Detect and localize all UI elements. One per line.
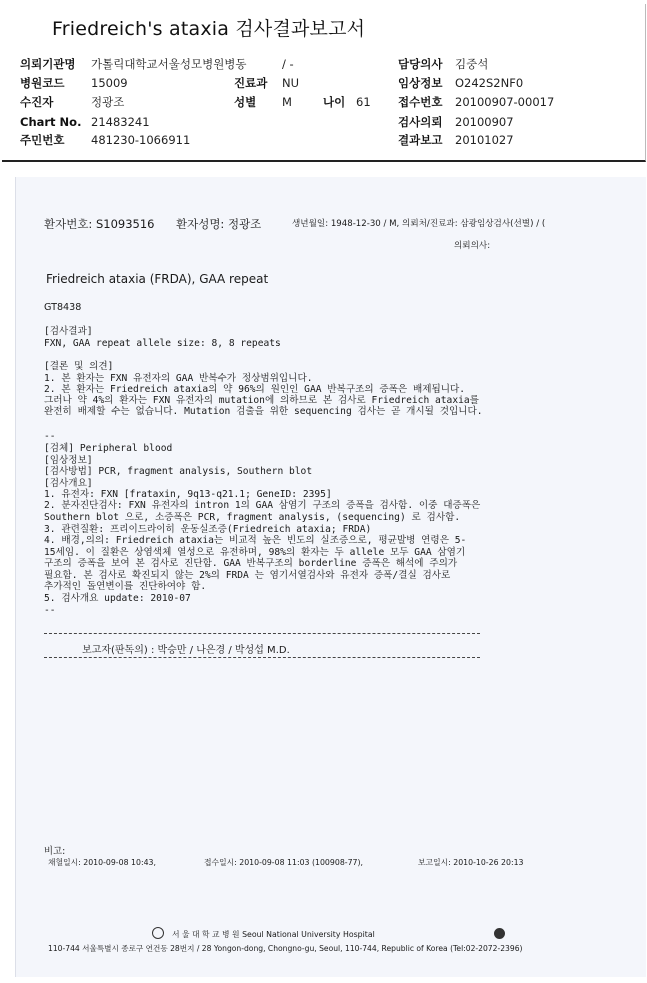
footer-address: 110-744 서울특별시 종로구 연건동 28번지 / 28 Yongon-dong, Chongno-gu, Seoul, 110-744, Republic of Korea (Tel:02-2072-2396) — [48, 944, 523, 953]
overview-line: 4. 배경,의의: Friedreich ataxia는 비교적 높은 빈도의 실조증으로, 평균발병 연령은 5- — [44, 535, 467, 546]
test-code: GT8438 — [44, 302, 82, 313]
patient-name: 환자성명: 정광조 — [176, 217, 262, 231]
report-title: Friedreich's ataxia 검사결과보고서 — [52, 18, 366, 40]
received-time: 접수일시: 2010-09-08 11:03 (100908-77), — [204, 858, 364, 867]
request-label: 검사의뢰 — [398, 115, 443, 129]
report-date-value: 20101027 — [455, 133, 514, 147]
request-value: 20100907 — [455, 115, 514, 129]
separator: -- — [44, 605, 56, 616]
overview-line: 구조의 증폭을 보여 본 검사로 진단함. GAA 반복구조의 borderline 증폭은 해석에 주의가 — [44, 558, 458, 569]
divider-line — [44, 657, 480, 658]
patient-label: 수진자 — [20, 95, 54, 109]
opinion-line: 2. 본 환자는 Friedreich ataxia의 약 96%의 원인인 GAA 반복구조의 증폭은 배제됩니다. — [44, 384, 466, 395]
report-date-label: 결과보고 — [398, 133, 443, 147]
result-header: [검사결과] — [44, 326, 93, 337]
overview-line: 추가적인 돌연변이를 진단하여야 함. — [44, 581, 207, 592]
opinion-line: 그러나 약 4%의 환자는 FXN 유전자의 mutation에 의하므로 본 검사로 Friedreich ataxia를 — [44, 395, 479, 406]
dept-label: 진료과 — [234, 76, 268, 90]
opinion-line: 완전히 배제할 수는 없습니다. Mutation 검출을 위한 sequencing 검사는 곧 개시될 것입니다. — [44, 406, 483, 417]
collected-time: 채혈일시: 2010-09-08 10:43, — [48, 858, 156, 867]
doctor-label: 담당의사 — [398, 57, 443, 71]
receipt-label: 접수번호 — [398, 95, 443, 109]
clinical-info: [임상정보] — [44, 455, 93, 466]
institution-value: 가톨릭대학교서울성모병원병동 — [91, 57, 247, 71]
remark-label: 비고: — [44, 846, 66, 857]
doctor-value: 김중석 — [455, 57, 489, 71]
clinical-value: O242S2NF0 — [455, 76, 524, 90]
separator: -- — [44, 431, 56, 442]
patient-info: 생년월일: 1948-12-30 / M, 의뢰처/진료과: 삼광임상검사(선별) / ( — [292, 219, 546, 229]
overview-line: Southern blot 으로, 소증폭은 PCR, fragment analysis, (sequencing) 로 검사함. — [44, 512, 461, 523]
patient-value: 정광조 — [91, 95, 125, 109]
overview-header: [검사개요] — [44, 478, 93, 489]
test-method: [검사방법] PCR, fragment analysis, Southern blot — [44, 466, 313, 477]
age-value: 61 — [356, 95, 371, 109]
institution-extra: / - — [282, 57, 294, 71]
hospital-logo-icon — [152, 927, 164, 939]
hospital-code-label: 병원코드 — [20, 76, 65, 90]
specimen: [검체] Peripheral blood — [44, 443, 173, 454]
opinion-header: [결론 및 의견] — [44, 361, 114, 372]
patient-number: 환자번호: S1093516 — [44, 217, 155, 231]
overview-line: 2. 분자진단검사: FXN 유전자의 intron 1의 GAA 삼염기 구조의 증폭을 검사함. 이중 대증폭은 — [44, 500, 481, 511]
opinion-line: 1. 본 환자는 FXN 유전자의 GAA 반복수가 정상범위입니다. — [44, 373, 313, 384]
divider-line — [44, 633, 480, 634]
resident-value: 481230-1066911 — [91, 133, 191, 147]
overview-line: 3. 관련질환: 프리이드라이히 운동실조증(Friedreich ataxia; FRDA) — [44, 524, 372, 535]
test-title: Friedreich ataxia (FRDA), GAA repeat — [46, 272, 269, 286]
sex-value: M — [282, 95, 292, 109]
resident-label: 주민번호 — [20, 133, 65, 147]
chart-label: Chart No. — [20, 115, 82, 129]
result-value: FXN, GAA repeat allele size: 8, 8 repeats — [44, 338, 281, 349]
sex-label: 성별 — [234, 95, 257, 109]
footer-hospital: 서 울 대 학 교 병 원 Seoul National University Hospital — [172, 930, 375, 939]
institution-label: 의뢰기관명 — [20, 57, 76, 71]
seal-icon — [494, 928, 505, 939]
chart-value: 21483241 — [91, 115, 150, 129]
clinical-label: 임상정보 — [398, 76, 443, 90]
dept-value: NU — [282, 76, 300, 90]
overview-line: 15세임. 이 질환은 상염색체 열성으로 유전하며, 98%의 환자는 두 allele 모두 GAA 삼염기 — [44, 547, 466, 558]
overview-line: 5. 검사개요 update: 2010-07 — [44, 593, 191, 604]
reporters: 보고자(판독의) : 박승만 / 나은경 / 박성섭 M.D. — [82, 645, 290, 656]
receipt-value: 20100907-00017 — [455, 95, 555, 109]
hospital-code-value: 15009 — [91, 76, 128, 90]
overview-line: 필요함. 본 검사로 확진되지 않는 2%의 FRDA 는 염기서열검사와 유전자 증폭/결실 검사로 — [44, 570, 451, 581]
overview-line: 1. 유전자: FXN [frataxin, 9q13-q21.1; GeneID: 2395] — [44, 489, 332, 500]
age-label: 나이 — [323, 95, 346, 109]
requester: 의뢰의사: — [454, 241, 491, 251]
reported-time: 보고일시: 2010-10-26 20:13 — [418, 858, 524, 867]
